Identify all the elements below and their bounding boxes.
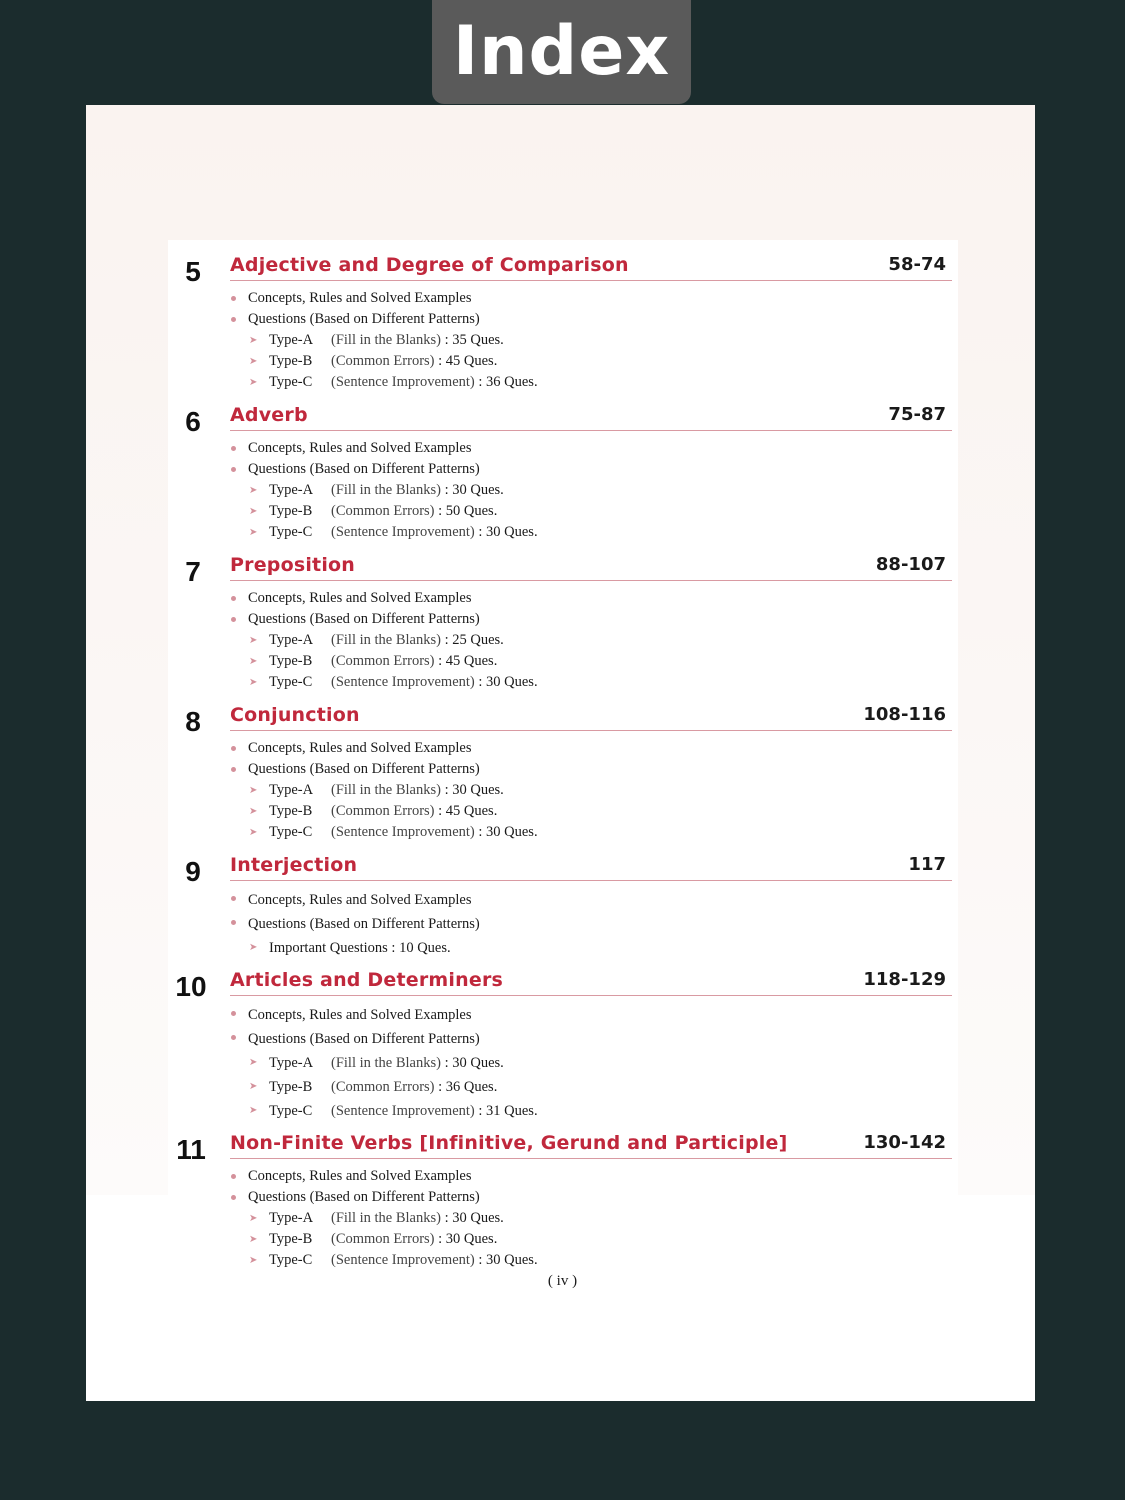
sub-item: ➤ Type-B (Common Errors) : 45 Ques. [230,651,538,672]
chapter-number: 6 [185,406,201,437]
sub-item: ➤ Type-C (Sentence Improvement) : 36 Ques. [230,372,538,393]
chapter-header [230,963,952,996]
sub-item: ➤ Important Questions : 10 Ques. [230,936,480,960]
chapter-number: 11 [176,1134,206,1165]
chapter-number: 5 [185,256,201,287]
chapter-items [230,1003,538,1123]
list-item: Questions (Based on Different Patterns) [230,459,538,480]
list-item: Questions (Based on Different Patterns) [230,1027,538,1051]
sub-item: ➤ Type-B (Common Errors) : 30 Ques. [230,1229,538,1250]
chapter-title: Conjunction [230,704,360,726]
chevron-right-icon: ➤ [249,1213,258,1224]
chevron-right-icon: ➤ [249,1057,258,1068]
chapter-number: 9 [185,856,201,887]
list-item: Concepts, Rules and Solved Examples [230,738,538,759]
chapter-title: Articles and Determiners [230,969,504,991]
chapter-header [230,698,952,731]
chapter-page-range: 130-142 [863,1132,946,1153]
sub-item: ➤ Type-A (Fill in the Blanks) : 30 Ques. [230,480,538,501]
chapter-items [230,438,538,543]
chapter-number: 8 [185,706,201,737]
chapter-title: Interjection [230,854,358,876]
list-item: Questions (Based on Different Patterns) [230,759,538,780]
chapter-items [230,1166,538,1271]
chapter-page-range: 117 [908,854,946,875]
chapter-page-range: 118-129 [863,969,946,990]
list-item: Questions (Based on Different Patterns) [230,912,480,936]
list-item: Concepts, Rules and Solved Examples [230,438,538,459]
sub-item: ➤ Type-A (Fill in the Blanks) : 25 Ques. [230,630,538,651]
chevron-right-icon: ➤ [249,942,258,953]
sub-item: ➤ Type-A (Fill in the Blanks) : 35 Ques. [230,330,538,351]
chevron-right-icon: ➤ [249,506,258,517]
page-number: ( iv ) [547,1273,578,1289]
chapter-title: Non-Finite Verbs [Infinitive, Gerund and Participle] [230,1132,788,1154]
sub-item: ➤ Type-B (Common Errors) : 45 Ques. [230,351,538,372]
chevron-right-icon: ➤ [249,377,258,388]
list-item: Questions (Based on Different Patterns) [230,1187,538,1208]
chapter-items [230,888,480,960]
sub-item: ➤ Type-A (Fill in the Blanks) : 30 Ques. [230,780,538,801]
chevron-right-icon: ➤ [249,1234,258,1245]
sub-item: ➤ Type-C (Sentence Improvement) : 31 Ques. [230,1099,538,1123]
chevron-right-icon: ➤ [249,1255,258,1266]
list-item: Questions (Based on Different Patterns) [230,309,538,330]
sub-item: ➤ Type-C (Sentence Improvement) : 30 Ques. [230,822,538,843]
chapter-number: 10 [175,971,207,1002]
chapter-page-range: 108-116 [863,704,946,725]
list-item: Concepts, Rules and Solved Examples [230,1166,538,1187]
chapter-items [230,288,538,393]
chevron-right-icon: ➤ [249,485,258,496]
list-item: Concepts, Rules and Solved Examples [230,588,538,609]
chapter-page-range: 58-74 [888,254,946,275]
sub-item: ➤ Type-B (Common Errors) : 45 Ques. [230,801,538,822]
chevron-right-icon: ➤ [249,785,258,796]
sub-item: ➤ Type-A (Fill in the Blanks) : 30 Ques. [230,1208,538,1229]
chapter-header [230,1126,952,1159]
chevron-right-icon: ➤ [249,806,258,817]
sub-item: ➤ Type-B (Common Errors) : 36 Ques. [230,1075,538,1099]
sub-item: ➤ Type-C (Sentence Improvement) : 30 Ques. [230,522,538,543]
list-item: Concepts, Rules and Solved Examples [230,288,538,309]
list-item: Concepts, Rules and Solved Examples [230,1003,538,1027]
sub-item: ➤ Type-A (Fill in the Blanks) : 30 Ques. [230,1051,538,1075]
chevron-right-icon: ➤ [249,527,258,538]
chapter-header [230,548,952,581]
sub-item: ➤ Type-C (Sentence Improvement) : 30 Ques. [230,672,538,693]
chevron-right-icon: ➤ [249,1105,258,1116]
chapter-number: 7 [185,556,201,587]
chevron-right-icon: ➤ [249,335,258,346]
chevron-right-icon: ➤ [249,356,258,367]
list-item: Questions (Based on Different Patterns) [230,609,538,630]
chapter-items [230,588,538,693]
chevron-right-icon: ➤ [249,1081,258,1092]
chapter-title: Adverb [230,404,308,426]
chevron-right-icon: ➤ [249,677,258,688]
chevron-right-icon: ➤ [249,827,258,838]
chapter-header [230,248,952,281]
chevron-right-icon: ➤ [249,656,258,667]
sub-item: ➤ Type-B (Common Errors) : 50 Ques. [230,501,538,522]
index-tab [432,0,691,104]
index-title: Index [452,12,671,91]
sub-item: ➤ Type-C (Sentence Improvement) : 30 Ques. [230,1250,538,1271]
chapter-header [230,398,952,431]
list-item: Concepts, Rules and Solved Examples [230,888,480,912]
chapter-page-range: 88-107 [875,554,946,575]
chevron-right-icon: ➤ [249,635,258,646]
chapter-header [230,848,952,881]
chapter-title: Preposition [230,554,356,576]
chapter-title: Adjective and Degree of Comparison [230,254,629,276]
chapter-page-range: 75-87 [888,404,946,425]
chapter-items [230,738,538,843]
